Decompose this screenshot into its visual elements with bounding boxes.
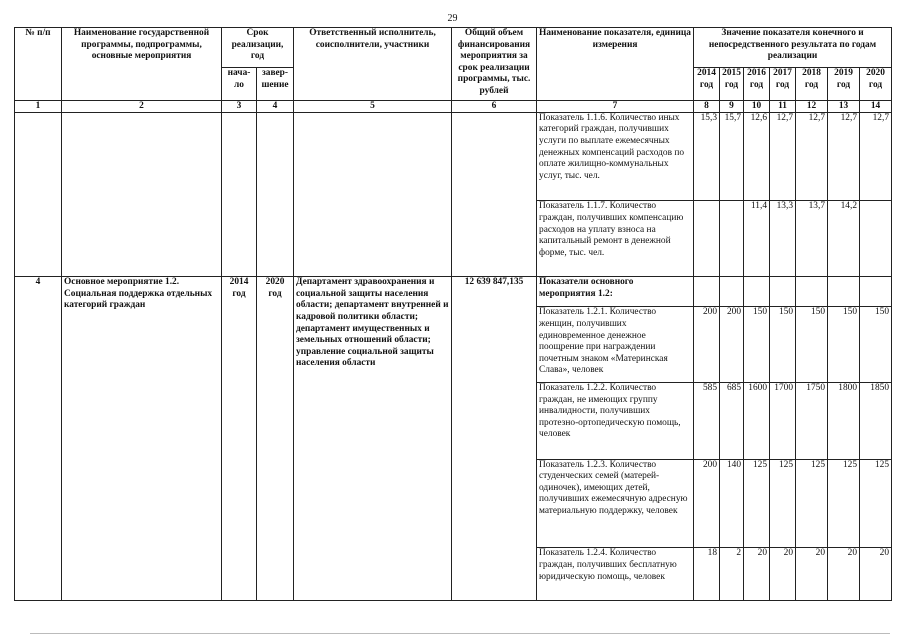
indicator-value: 1800 (828, 383, 860, 460)
indicator-value: 150 (860, 307, 892, 383)
indicator-value: 125 (796, 459, 828, 548)
page-edge-divider (30, 633, 890, 634)
indicator-value: 585 (694, 383, 720, 460)
indicator-value: 13,7 (796, 201, 828, 277)
indicator-text: Показатель 1.2.4. Количество граждан, получивших бесплатную юридическую помощь, человек (537, 548, 694, 601)
activity-row (15, 277, 892, 307)
col-number: 8 (694, 100, 720, 112)
activity-funding: 12 639 847,135 (452, 277, 537, 601)
indicator-text: Показатель 1.2.3. Количество студенческих семей (матерей-одиночек), имеющих детей, получивших ежемесячную адресную материальную поддержку, человек (537, 459, 694, 548)
indicator-value: 2 (720, 548, 744, 601)
indicator-value: 12,6 (744, 112, 770, 201)
col-number: 7 (537, 100, 694, 112)
indicator-value: 140 (720, 459, 744, 548)
header-end: завер-шение (257, 68, 294, 100)
indicator-value: 20 (744, 548, 770, 601)
indicator-value: 18 (694, 548, 720, 601)
col-number: 6 (452, 100, 537, 112)
indicator-value: 15,3 (694, 112, 720, 201)
page-number: 29 (447, 13, 458, 24)
table-row (15, 112, 892, 201)
header-number: № п/п (15, 28, 62, 101)
header-values: Значение показателя конечного и непосредственного результата по годам реализации (694, 28, 892, 68)
indicator-value: 150 (828, 307, 860, 383)
indicator-value: 12,7 (860, 112, 892, 201)
indicator-value: 200 (720, 307, 744, 383)
indicator-value: 1750 (796, 383, 828, 460)
activity-start: 2014 год (222, 277, 257, 601)
indicator-text: Показатель 1.2.1. Количество женщин, получивших единовременное денежное поощрение при награждении почетным знаком «Материнская Слава», человек (537, 307, 694, 383)
indicator-value: 150 (796, 307, 828, 383)
indicator-value: 125 (860, 459, 892, 548)
header-year: 2016 год (744, 68, 770, 100)
indicator-value: 685 (720, 383, 744, 460)
header-year: 2015 год (720, 68, 744, 100)
indicator-value: 20 (796, 548, 828, 601)
indicator-text: Показатель 1.1.6. Количество иных категорий граждан, получивших услуги по выплате ежемесячных денежных компенсаций расходов по оплате жилищно-коммунальных услуг, тыс. чел. (537, 112, 694, 201)
indicators-header: Показатели основного мероприятия 1.2: (537, 277, 694, 307)
indicator-value: 1600 (744, 383, 770, 460)
indicator-value: 200 (694, 459, 720, 548)
indicator-value (860, 201, 892, 277)
indicator-value (720, 201, 744, 277)
indicator-value: 13,3 (770, 201, 796, 277)
indicator-value: 150 (744, 307, 770, 383)
indicator-value: 14,2 (828, 201, 860, 277)
header-year: 2014 год (694, 68, 720, 100)
activity-name: Основное мероприятие 1.2. Социальная поддержка отдельных категорий граждан (62, 277, 222, 601)
indicator-value: 20 (770, 548, 796, 601)
header-period: Срок реализации, год (222, 28, 294, 68)
indicator-value: 20 (860, 548, 892, 601)
col-number: 3 (222, 100, 257, 112)
header-start: нача-ло (222, 68, 257, 100)
col-number: 13 (828, 100, 860, 112)
col-number: 10 (744, 100, 770, 112)
program-table (14, 27, 892, 601)
header-year: 2020 год (860, 68, 892, 100)
indicator-value: 125 (770, 459, 796, 548)
header-funding: Общий объем финансирования мероприятия за срок реализации программы, тыс. рублей (452, 28, 537, 101)
activity-executor: Департамент здравоохранения и социальной защиты населения области; департамент внутренней и кадровой политики области; департамент имущественных и земельных отношений области; управление социальной защиты населения области (294, 277, 452, 601)
header-year: 2019 год (828, 68, 860, 100)
indicator-value: 11,4 (744, 201, 770, 277)
indicator-value: 200 (694, 307, 720, 383)
col-number: 14 (860, 100, 892, 112)
col-number: 9 (720, 100, 744, 112)
col-number: 4 (257, 100, 294, 112)
col-number: 5 (294, 100, 452, 112)
indicator-value: 12,7 (796, 112, 828, 201)
indicator-value: 12,7 (828, 112, 860, 201)
indicator-value: 125 (828, 459, 860, 548)
indicator-value: 125 (744, 459, 770, 548)
indicator-value: 150 (770, 307, 796, 383)
indicator-text: Показатель 1.1.7. Количество граждан, получивших компенсацию расходов на уплату взноса на капитальный ремонт в денежной форме, тыс. чел. (537, 201, 694, 277)
indicator-value: 20 (828, 548, 860, 601)
indicator-value: 1850 (860, 383, 892, 460)
col-number: 2 (62, 100, 222, 112)
header-year: 2018 год (796, 68, 828, 100)
header-indicator: Наименование показателя, единица измерения (537, 28, 694, 101)
indicator-value: 12,7 (770, 112, 796, 201)
indicator-value: 15,7 (720, 112, 744, 201)
indicator-text: Показатель 1.2.2. Количество граждан, не имеющих группу инвалидности, получивших протезно-ортопедическую помощь, человек (537, 383, 694, 460)
activity-end: 2020 год (257, 277, 294, 601)
header-year: 2017 год (770, 68, 796, 100)
col-number: 1 (15, 100, 62, 112)
header-name: Наименование государственной программы, подпрограммы, основные мероприятия (62, 28, 222, 101)
col-number: 11 (770, 100, 796, 112)
col-number: 12 (796, 100, 828, 112)
indicator-value: 1700 (770, 383, 796, 460)
header-executor: Ответственный исполнитель, соисполнители, участники (294, 28, 452, 101)
activity-number: 4 (15, 277, 62, 601)
indicator-value (694, 201, 720, 277)
